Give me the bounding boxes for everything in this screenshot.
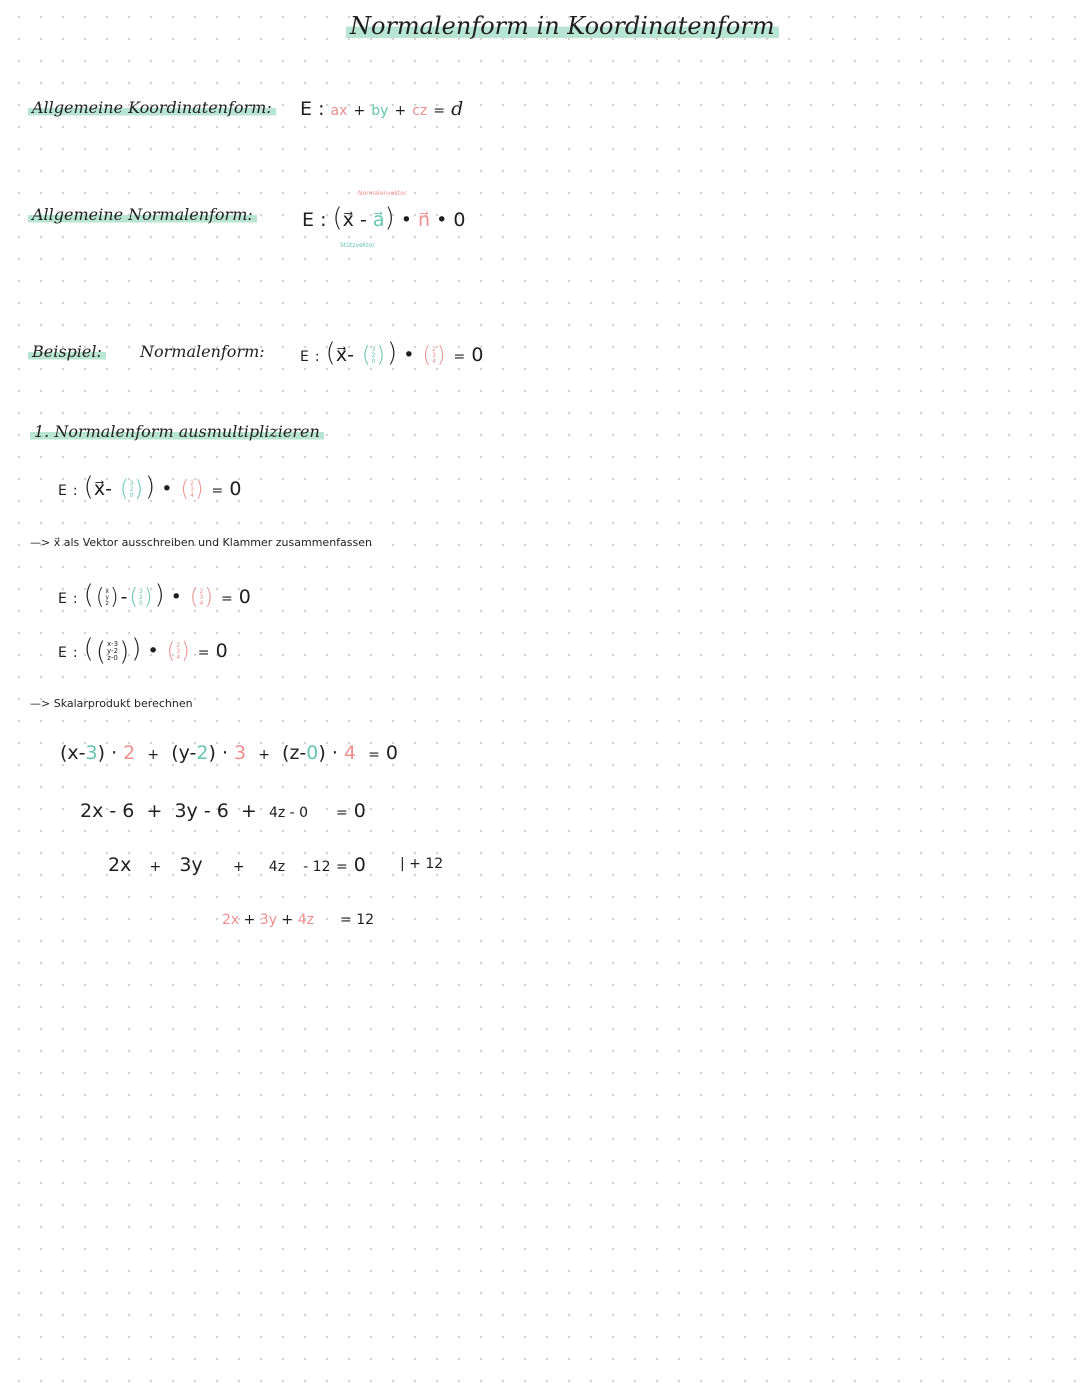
calc-line-2-left: 2x - 6 + 3y - 6 + 4z - 0 (80, 800, 309, 822)
x-component-vector: ( x y z ) (95, 584, 119, 610)
hint-scalar-product: —> Skalarprodukt berechnen (30, 697, 193, 710)
step1-equation-2: E : ( ( x y z ) - ( 3 2 0 ) ) • ( 2 3 4 ) = 0 (58, 580, 251, 610)
step1-equation-1: E : (x⃗- ( 3 2 0 ) ) • ( 2 3 4 ) = 0 (58, 472, 242, 502)
step1-support-vector-2: ( 3 2 0 ) (129, 584, 153, 610)
example-normal-form-label: Normalenform: (140, 342, 265, 361)
normal-vector-note: Normalenvektor (358, 190, 407, 197)
general-normal-label: Allgemeine Normalenform: (28, 205, 257, 224)
general-coordinate-equation: E : ax + by + cz = d (300, 98, 464, 120)
calc-line-3-right: = 0 (336, 854, 366, 876)
step1-normal-vector: ( 2 3 4 ) (180, 476, 204, 502)
example-normal-vector: ( 2 3 4 ) (422, 342, 446, 368)
step1-support-vector: ( 3 2 0 ) (119, 476, 143, 502)
difference-vector: ( x-3 y-2 z-0 ) (95, 636, 130, 667)
example-label: Beispiel: (28, 342, 106, 361)
calc-line-3-operation: | + 12 (400, 856, 444, 872)
step1-normal-vector-3: ( 2 3 4 ) (166, 638, 190, 664)
calc-line-3-left: 2x + 3y + 4z - 12 (108, 854, 331, 876)
step1-normal-vector-2: ( 2 3 4 ) (189, 584, 213, 610)
calc-line-2-right: = 0 (336, 800, 366, 822)
step1-equation-3: E : ( ( x-3 y-2 z-0 ) ) • ( 2 3 4 ) = 0 (58, 634, 228, 667)
general-normal-equation: E : (x⃗ - a⃗) • n⃗ • 0 (302, 203, 466, 233)
coordinate-form-result: 2x + 3y + 4z (222, 912, 314, 928)
support-vector-note: Stützvektor (340, 242, 375, 249)
page-title: Normalenform in Koordinatenform (346, 12, 779, 40)
example-support-vector: ( 3 2 0 ) (361, 342, 385, 368)
calc-line-1: (x-3) · 2 + (y-2) · 3 + (z-0) · 4 = 0 (60, 742, 399, 764)
hint-write-vector: —> x⃗ als Vektor ausschreiben und Klammer zusammenfassen (30, 536, 372, 549)
step1-heading: 1. Normalenform ausmultiplizieren (30, 422, 324, 441)
example-equation: E : (x⃗- ( 3 2 0 ) ) • ( 2 3 4 ) = 0 (300, 338, 484, 368)
coordinate-form-rhs: = 12 (340, 912, 375, 928)
general-coordinate-label: Allgemeine Koordinatenform: (28, 98, 276, 117)
